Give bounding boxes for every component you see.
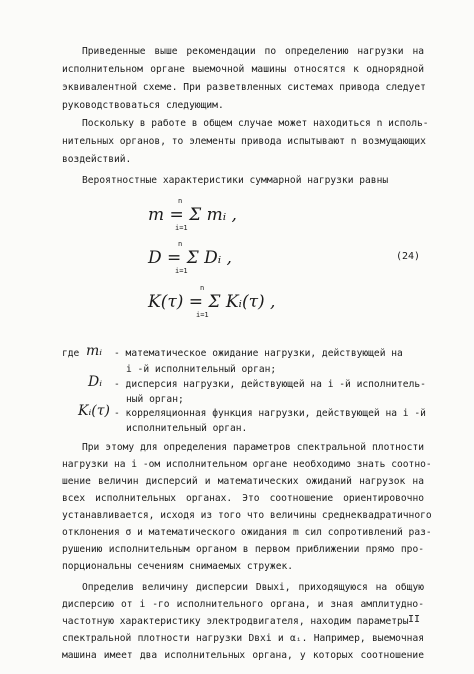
def-text-m: - математическое ожидание нагрузки, действующей на [114, 348, 403, 359]
formula-mean: m = Σ mᵢ , [148, 205, 237, 225]
def-cont-d: ный орган; [126, 394, 184, 405]
formula-correlation: K(τ) = Σ Kᵢ(τ) , [148, 292, 276, 312]
p1-line-3: эквивалентной схеме. При разветвленных системах привода следует [62, 82, 426, 93]
p5-line-3: частотную характеристику электродвигателя, находим параметры [62, 616, 409, 627]
sum-upper-1: n [178, 197, 183, 205]
p4-line-8: порциональны сечениям снимаемых стружек. [62, 561, 294, 572]
def-cont-m: i -й исполнительный орган; [126, 364, 277, 375]
sum-upper-2: n [178, 240, 183, 248]
p1-line-4: руководствоваться следующим. [62, 100, 224, 111]
p4-line-5: устанавливается, исходя из того что величины среднеквадратичного [62, 510, 432, 521]
def-symbol-m: mᵢ [86, 343, 103, 359]
sum-lower-2: i=1 [175, 267, 188, 275]
p2-line-2: нительных органов, то элементы привода испытывают n возмущающих [62, 136, 426, 147]
def-text-d: - дисперсия нагрузки, действующей на i -й исполнитель- [114, 379, 426, 390]
def-symbol-k: Kᵢ(τ) [78, 403, 110, 419]
p4-line-1: При этому для определения параметров спектральной плотности [82, 442, 424, 453]
p3-line-1: Вероятностные характеристики суммарной нагрузки равны [82, 175, 389, 186]
p4-line-7: рушению исполнительным органом в первом приближении прямо про- [62, 544, 424, 555]
p4-line-4: всех исполнительных органах. Это соотношение ориентировочно [62, 493, 424, 504]
p4-line-2: нагрузки на i -ом исполнительном органе необходимо знать соотно- [62, 459, 432, 470]
sum-upper-3: n [200, 284, 205, 292]
p4-line-3: шение величин дисперсий и математических ожиданий нагрузок на [62, 476, 424, 487]
p5-line-5: машина имеет два исполнительных органа, у которых соотношение [62, 650, 424, 661]
p1-line-2: исполнительном органе выемочной машины относятся к однорядной [62, 64, 424, 75]
p2-line-1: Поскольку в работе в общем случае может находиться n исполь- [82, 118, 429, 129]
def-cont-k: исполнительный орган. [126, 423, 248, 434]
sum-lower-1: i=1 [175, 224, 188, 232]
p4-line-6: отклонения σ и математического ожидания m сил сопротивлений раз- [62, 527, 432, 538]
def-symbol-d: Dᵢ [88, 374, 103, 390]
p2-line-3: воздействий. [62, 154, 132, 165]
p5-line-2: дисперсию от i -го исполнительного органа, и зная амплитудно- [62, 599, 424, 610]
equation-number: (24) [396, 251, 421, 262]
def-text-k: - корреляционная функция нагрузки, действующей на i -й [114, 408, 426, 419]
formula-dispersion: D = Σ Dᵢ , [148, 248, 232, 268]
def-prefix: где [62, 348, 80, 359]
p5-line-4: спектральной плотности нагрузки Dвхi и αᵢ. Например, выемочная [62, 633, 424, 644]
page-number: II [408, 614, 421, 625]
p5-line-1: Определив величину дисперсии Dвыхi, приходящуюся на общую [82, 582, 424, 593]
p1-line-1: Приведенные выше рекомендации по определению нагрузки на [82, 46, 424, 57]
sum-lower-3: i=1 [196, 311, 209, 319]
